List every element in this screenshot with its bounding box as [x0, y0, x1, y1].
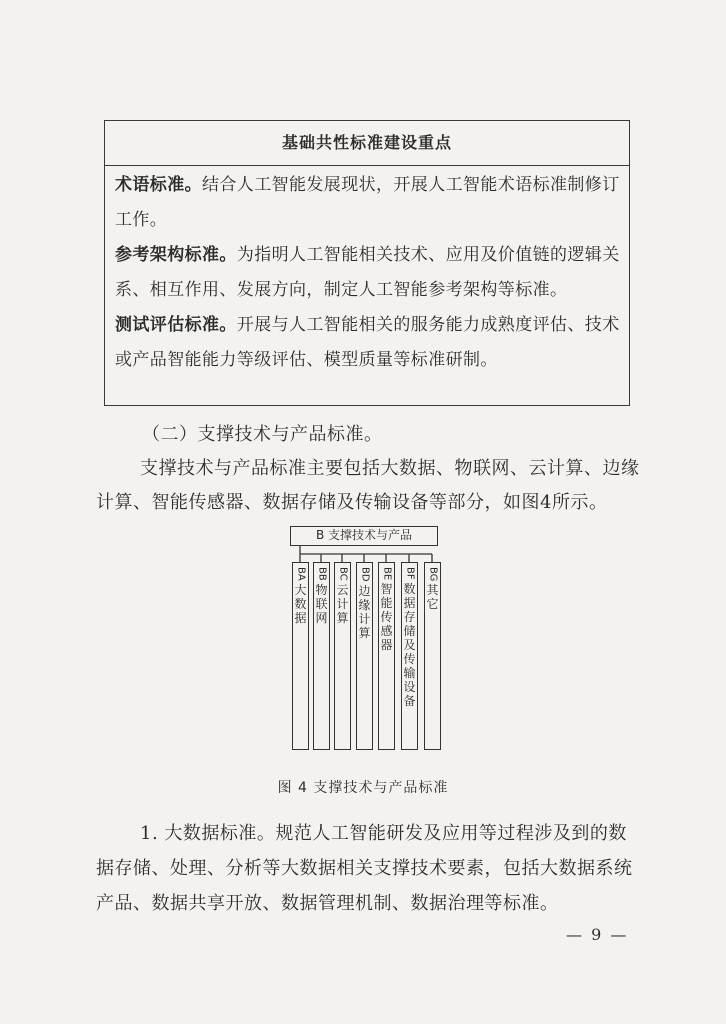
item-text: 为指明人工智能相关技术、应用及价值链的逻辑关系、相互作用、发展方向，制定人工智能参考架构等标准。 — [115, 245, 620, 300]
node-code: BB — [316, 567, 328, 581]
box-body — [105, 166, 629, 378]
figure-node-be — [378, 562, 395, 750]
box-item — [115, 238, 621, 308]
figure-root-node: B 支撑技术与产品 — [290, 526, 438, 546]
box-title: 基础共性标准建设重点 — [105, 121, 629, 166]
figure-node-bg — [424, 562, 441, 750]
node-label: 边缘计算 — [358, 583, 371, 640]
figure-node-bb — [313, 562, 330, 750]
node-label: 其它 — [426, 583, 439, 612]
item-text: 开展与人工智能相关的服务能力成熟度评估、技术或产品智能能力等级评估、模型质量等标准研制。 — [115, 315, 620, 370]
figure-node-bc — [334, 562, 351, 750]
node-label: 数据存储及传输设备 — [403, 581, 416, 708]
node-label: 智能传感器 — [380, 582, 393, 653]
key-points-box — [104, 120, 630, 406]
node-code: BE — [381, 567, 393, 581]
figure-node-bf — [401, 562, 418, 750]
node-code: BG — [427, 567, 439, 582]
figure-caption: 图 4 支撑技术与产品标准 — [277, 780, 449, 796]
item-term: 参考架构标准。 — [115, 245, 237, 265]
box-item — [115, 168, 621, 238]
box-item — [115, 308, 621, 378]
item-term: 术语标准。 — [115, 175, 202, 195]
figure-node-bd — [356, 562, 373, 750]
item-text: 结合人工智能发展现状，开展人工智能术语标准制修订工作。 — [115, 175, 620, 230]
node-code: BD — [359, 567, 371, 582]
section1-term: 大数据标准。 — [164, 823, 276, 844]
section-heading: （二）支撑技术与产品标准。 — [142, 424, 383, 445]
node-label: 大数据 — [294, 582, 307, 625]
node-code: BA — [295, 567, 307, 581]
node-label: 云计算 — [336, 582, 349, 625]
section1-text: 规范人工智能研发及应用等过程涉及到的数据存储、处理、分析等大数据相关支撑技术要素，包括大数据系统产品、数据共享开放、数据管理机制、数据治理等标准。 — [96, 823, 633, 914]
section1-paragraph — [96, 816, 644, 921]
node-code: BC — [337, 567, 349, 581]
item-term: 测试评估标准。 — [115, 315, 237, 335]
figure-node-ba — [292, 562, 309, 750]
page-number: — 9 — — [566, 925, 629, 944]
intro-paragraph: 支撑技术与产品标准主要包括大数据、物联网、云计算、边缘计算、智能传感器、数据存储及传输设备等部分，如图4所示。 — [96, 458, 640, 513]
node-code: BF — [404, 567, 416, 580]
node-label: 物联网 — [315, 582, 328, 625]
section1-number: 1. — [140, 823, 159, 844]
